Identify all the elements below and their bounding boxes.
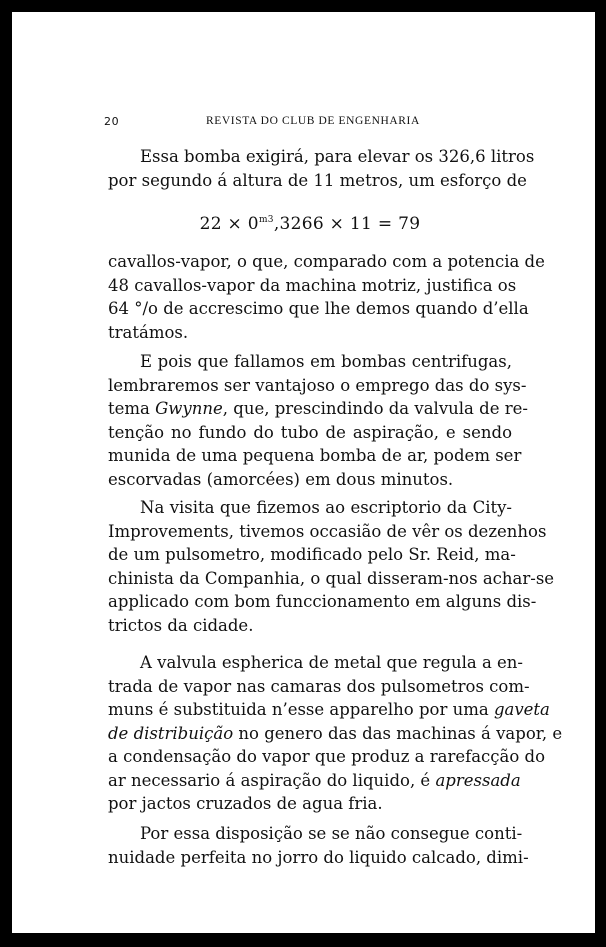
text-line [108,769,521,793]
scanned-page [12,12,595,933]
text-line: chinista da Companhia, o qual disseram-nos achar-se [108,568,555,588]
text-line: a condensação do vapor que produz a rarefacção do [108,747,546,766]
paragraph-3 [108,350,528,491]
text-run: , que, prescindindo da valvula de re- [222,399,528,418]
text-line: cavallos-vapor, o que, comparado com a potencia de [108,252,545,271]
text-line: de um pulsometro, modificado pelo Sr. Reid, ma- [108,545,516,564]
text-line [108,722,563,746]
text-line: E pois que fallamos em bombas centrifugas, [140,352,512,371]
text-line: munida de uma pequena bomba de ar, podem ser [108,446,522,465]
text-line: trada de vapor nas camaras dos pulsometros com- [108,676,530,696]
text-line: Na visita que fizemos ao escriptorio da City- [140,498,512,517]
paragraph-5 [108,651,563,816]
text-line: applicado com bom funccionamento em alguns dis- [108,592,537,611]
text-run: no genero das das machinas á vapor, e [233,723,563,743]
text-line: Improvements, tivemos occasião de vêr os dezenhos [108,521,547,541]
text-line: por segundo á altura de 11 metros, um esforço de [108,170,527,190]
text-line: Essa bomba exigirá, para elevar os 326,6 litros [140,147,535,166]
text-line: tratámos. [108,322,189,342]
formula [108,214,512,234]
text-line: escorvadas (amorcées) em dous minutos. [108,469,454,489]
text-line: Por essa disposição se se não consegue conti- [140,824,523,843]
paragraph-1 [108,145,535,192]
formula-right: ,3266 × 11 = 79 [273,214,421,234]
text-run: muns é substituida n’esse apparelho por uma [108,700,494,719]
text-run: tema [108,399,156,418]
text-line: 64 °/o de accrescimo que lhe demos quando d’ella [108,299,529,318]
italic-term: apressada [435,770,521,790]
paragraph-2 [108,250,545,344]
text-line [108,397,528,421]
text-line [108,698,550,722]
italic-term: Gwynne [155,399,223,418]
text-line: A valvula espherica de metal que regula a en- [140,653,523,672]
italic-term: gaveta [493,700,550,719]
italic-term: de distribuição [108,723,234,743]
paragraph-4 [108,496,555,637]
page-number: 20 [104,115,120,128]
journal-title: REVISTA DO CLUB DE ENGENHARIA [206,115,420,127]
text-line: por jactos cruzados de agua fria. [108,794,383,813]
text-line: tenção no fundo do tubo de aspiração, e sendo [108,422,512,442]
formula-left: 22 × 0 [199,214,259,234]
text-line: lembraremos ser vantajoso o emprego das do sys- [108,375,527,395]
text-line: nuidade perfeita no jorro do liquido calcado, dimi- [108,847,529,867]
paragraph-6 [108,822,529,869]
text-line: 48 cavallos-vapor da machina motriz, justifica os [108,275,517,295]
text-run: ar necessario á aspiração do liquido, é [108,770,436,790]
text-line: trictos da cidade. [108,615,254,635]
formula-superscript: m3 [258,215,274,225]
